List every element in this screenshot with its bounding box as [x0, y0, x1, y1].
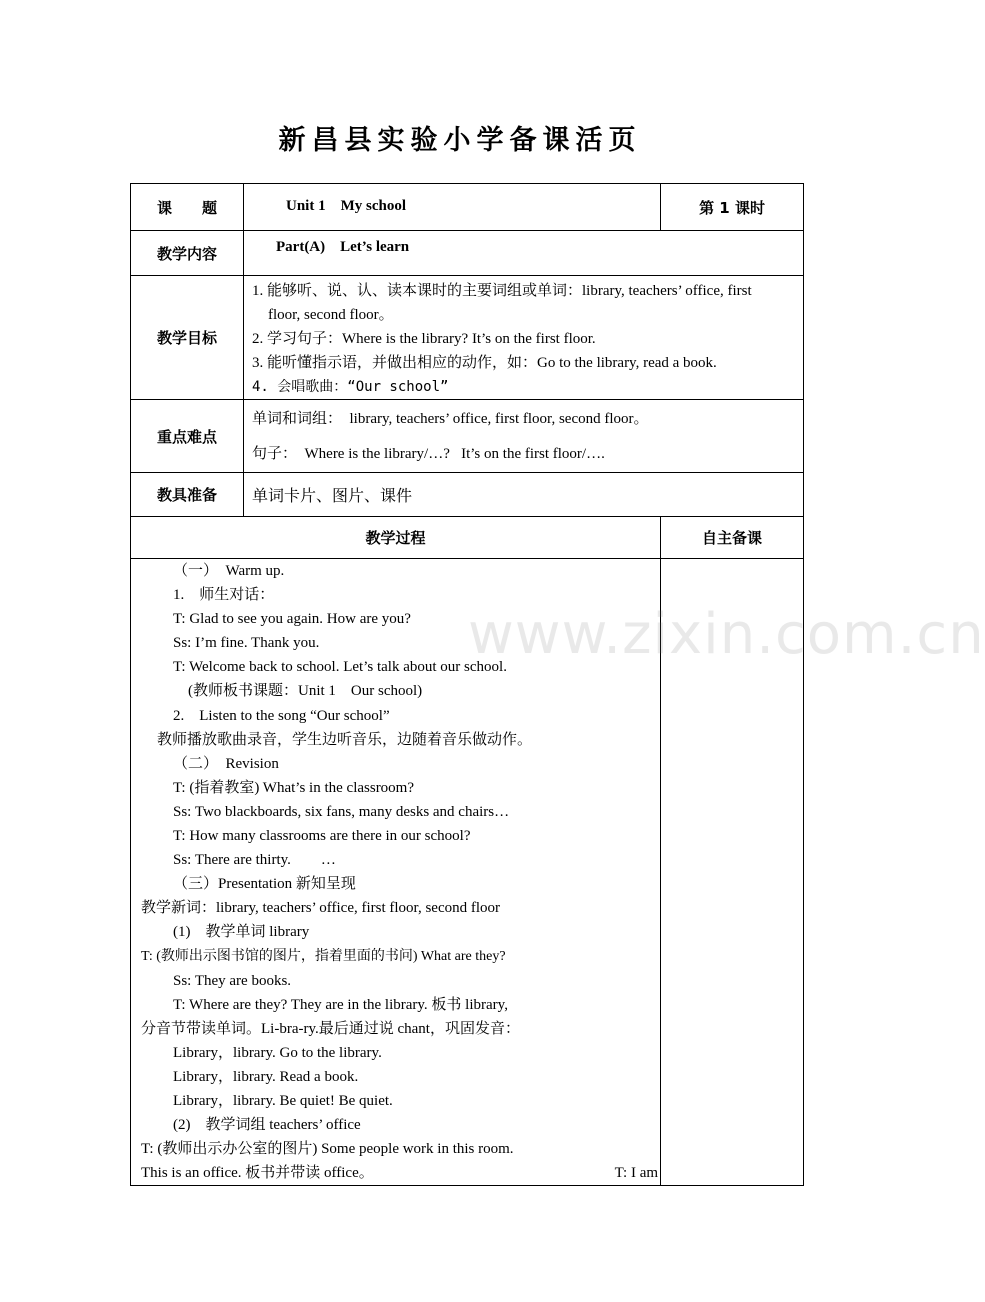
- topic-label: 课 题: [131, 184, 244, 231]
- materials-label: 教具准备: [131, 473, 244, 517]
- process-line: 分音节带读单词。Li-bra-ry.最后通过说 chant，巩固发音：: [141, 1020, 520, 1037]
- process-line: (2) 教学词组 teachers’ office: [173, 1117, 361, 1134]
- objective-line: 2. 学习句子：Where is the library? It’s on the first floor.: [252, 331, 596, 347]
- process-line: Library，library. Read a book.: [173, 1068, 359, 1085]
- process-line: Library，library. Go to the library.: [173, 1044, 382, 1061]
- objective-line: 3. 能听懂指示语，并做出相应的动作，如：Go to the library, read a book.: [252, 355, 717, 371]
- objective-line: floor, second floor。: [268, 307, 394, 323]
- objectives-label: 教学目标: [131, 276, 244, 400]
- lesson-plan-table: [130, 183, 804, 1186]
- process-line: （一） Warm up.: [173, 563, 285, 579]
- process-line: T: How many classrooms are there in our school?: [173, 828, 471, 845]
- process-line: Ss: They are books.: [173, 972, 292, 989]
- self-prep-body: [661, 559, 804, 1186]
- topic-value: Unit 1 My school: [244, 184, 661, 231]
- content-value: Part(A) Let’s learn: [244, 231, 804, 276]
- process-line: (1) 教学单词 library: [173, 924, 310, 941]
- process-line: （三）Presentation 新知呈现: [173, 876, 356, 893]
- process-line: Ss: There are thirty. …: [173, 852, 336, 869]
- process-header: 教学过程: [131, 517, 661, 559]
- self-prep-header: 自主备课: [661, 517, 804, 559]
- key-points-label: 重点难点: [131, 400, 244, 473]
- process-line: 2. Listen to the song “Our school”: [173, 707, 390, 724]
- objective-line: 1. 能够听、说、认、读本课时的主要词组或单词：library, teachers’ office, first: [252, 283, 752, 299]
- process-line: 教学新词：library, teachers’ office, first floor, second floor: [141, 900, 501, 917]
- process-line: T: Welcome back to school. Let’s talk about our school.: [173, 659, 507, 676]
- objective-line: 4. 会唱歌曲：“Our school”: [252, 379, 449, 395]
- watermark: www.zixin.com.cn: [468, 602, 985, 667]
- key-points-cell: [244, 400, 804, 473]
- materials-value: 单词卡片、图片、课件: [244, 473, 804, 517]
- process-line: T: (指着教室) What’s in the classroom?: [173, 779, 415, 796]
- process-line-last: [131, 1161, 660, 1185]
- process-line: T: Glad to see you again. How are you?: [173, 611, 411, 628]
- objectives-cell: [244, 276, 804, 400]
- process-line: 教师播放歌曲录音，学生边听音乐，边随着音乐做动作。: [157, 731, 533, 748]
- process-line: T: (教师出示办公室的图片) Some people work in this room.: [141, 1141, 514, 1158]
- key-words: 单词和词组： library, teachers’ office, first floor, second floor。: [252, 411, 649, 427]
- process-line: Library，library. Be quiet! Be quiet.: [173, 1093, 393, 1110]
- process-line: T: (教师出示图书馆的图片，指着里面的书问) What are they?: [141, 948, 506, 964]
- process-body: [131, 559, 661, 1186]
- process-line: 1. 师生对话：: [173, 587, 275, 604]
- page-title: 新昌县实验小学备课活页: [278, 125, 642, 156]
- content-label: 教学内容: [131, 231, 244, 276]
- period-label: 第 1 课时: [661, 184, 804, 231]
- process-line: Ss: Two blackboards, six fans, many desks and chairs…: [173, 803, 510, 820]
- process-line: T: Where are they? They are in the library. 板书 library,: [173, 996, 508, 1013]
- process-line: T: I am: [614, 1165, 659, 1182]
- key-sentences: 句子： Where is the library/…? It’s on the first floor/….: [252, 446, 605, 462]
- process-line: (教师板书课题：Unit 1 Our school): [188, 683, 423, 700]
- process-line: This is an office. 板书并带读 office。: [141, 1165, 374, 1182]
- process-line: （二） Revision: [173, 755, 279, 772]
- process-line: Ss: I’m fine. Thank you.: [173, 635, 320, 652]
